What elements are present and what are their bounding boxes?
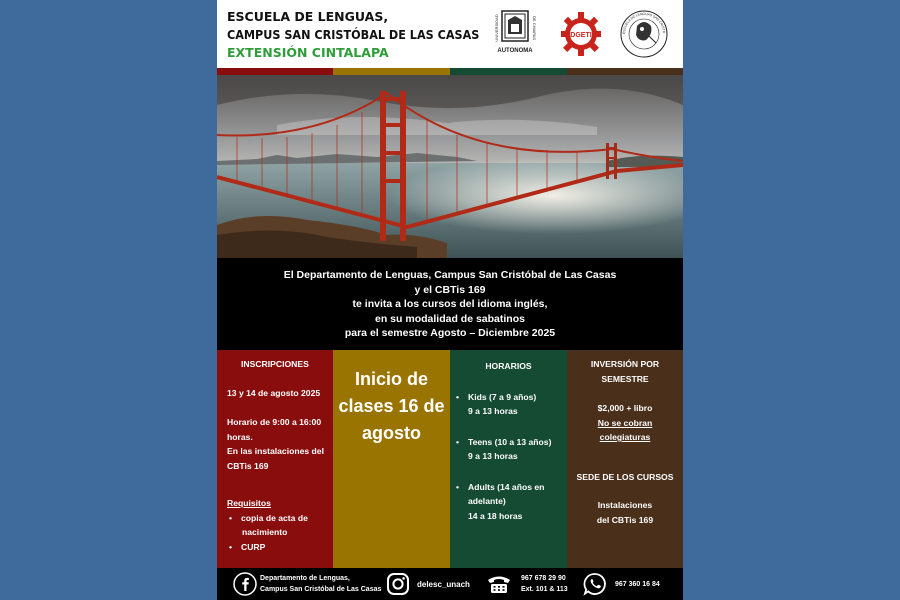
intro-line-3: te invita a los cursos del idioma inglés, [352,298,548,311]
inicio-clases-text [333,366,450,447]
inversion-price: $2,000 + libro [597,403,653,413]
logo3-caption: ESCUELA DE LENGUAS SAN CRISTÓ [621,11,667,35]
footer-facebook-line-1[interactable]: Departamento de Lenguas, [260,575,350,582]
footer-phone-number[interactable]: 967 678 29 90 [521,575,566,582]
footer [217,568,683,600]
footer-phone-ext: Ext. 101 & 113 [521,586,568,593]
header-line-3: EXTENSIÓN CINTALAPA [227,45,389,60]
inversion-title-2: SEMESTRE [601,373,649,384]
logo1-caption: AUTONOMA [497,48,533,54]
school-emblem-logo [615,8,673,60]
requisito-acta-line-1: • copia de acta de [229,511,333,526]
instagram-icon[interactable] [386,572,410,596]
intro-line-1: El Departamento de Lenguas, Campus San Cristóbal de Las Casas [283,269,617,281]
inscripciones-column [217,350,333,568]
intro-text-block [217,258,683,350]
inicio-column [333,350,450,568]
inicio-line-1: Inicio de [354,369,428,389]
intro-line-4: en su modalidad de sabatinos [375,312,525,325]
facebook-icon[interactable] [233,572,257,596]
inversion-note-1: No se cobran [597,417,653,428]
university-seal-logo [489,8,541,60]
inscripciones-horario-2: horas. [227,431,253,442]
requisito-curp: • CURP [229,540,333,555]
horario-adults-label-2: adelante) [468,496,506,506]
logo1-side-left: UNIVERSIDAD [494,14,499,42]
horario-adults-time: 14 a 18 horas [468,510,523,521]
stripe-gold [333,68,450,75]
footer-whatsapp-number[interactable]: 967 360 16 84 [615,581,660,588]
sede-line-1: Instalaciones [597,500,653,510]
inscripciones-lugar-1: En las instalaciones del [227,446,324,456]
intro-line-2: y el CBTis 169 [414,283,486,296]
stripe-brown [567,68,683,75]
horario-kids-label: • Kids (7 a 9 años) [456,390,567,405]
whatsapp-icon[interactable] [583,572,607,596]
header-line-1: ESCUELA DE LENGUAS, [227,9,389,24]
inversion-note-2: colegiaturas [599,432,651,442]
info-columns [217,350,683,568]
inscripciones-title: INSCRIPCIONES [241,359,309,369]
inscripciones-lugar-2: CBTis 169 [227,460,269,471]
inversion-column [567,350,683,568]
stripe-green [450,68,567,75]
logo2-caption: DGETI [570,32,592,39]
header-line-2: CAMPUS SAN CRISTÓBAL DE LAS CASAS [227,27,480,42]
poster [217,0,683,600]
footer-facebook-line-2[interactable]: Campus San Cristóbal de Las Casas [260,586,382,593]
horario-teens-label: • Teens (10 a 13 años) [456,435,567,450]
requisito-acta-line-2: nacimiento [242,527,288,537]
footer-instagram-handle[interactable]: delesc_unach [417,580,470,589]
inscripciones-dates: 13 y 14 de agosto 2025 [227,387,321,398]
horarios-column [450,350,567,568]
requisitos-title: Requisitos [227,498,271,508]
logo1-side-right: DE CHIAPAS [532,16,537,40]
horario-teens-time: 9 a 13 horas [468,451,518,461]
header [217,0,683,68]
telephone-icon [485,572,513,596]
dgeti-gear-logo [559,8,603,60]
horarios-title: HORARIOS [485,361,532,371]
sede-title: SEDE DE LOS CURSOS [576,471,674,482]
inscripciones-horario-1: Horario de 9:00 a 16:00 [227,417,322,427]
horario-adults-label: • Adults (14 años en [456,480,567,495]
inicio-line-2: clases 16 de [338,396,445,416]
sede-line-2: del CBTis 169 [596,514,654,525]
horario-kids-time: 9 a 13 horas [468,406,518,416]
inversion-title-1: INVERSIÓN POR [590,359,660,369]
intro-line-5: para el semestre Agosto – Diciembre 2025 [344,327,556,340]
stripe-red [217,68,333,75]
inicio-line-3: agosto [361,423,421,443]
golden-gate-bridge-photo [217,75,683,258]
